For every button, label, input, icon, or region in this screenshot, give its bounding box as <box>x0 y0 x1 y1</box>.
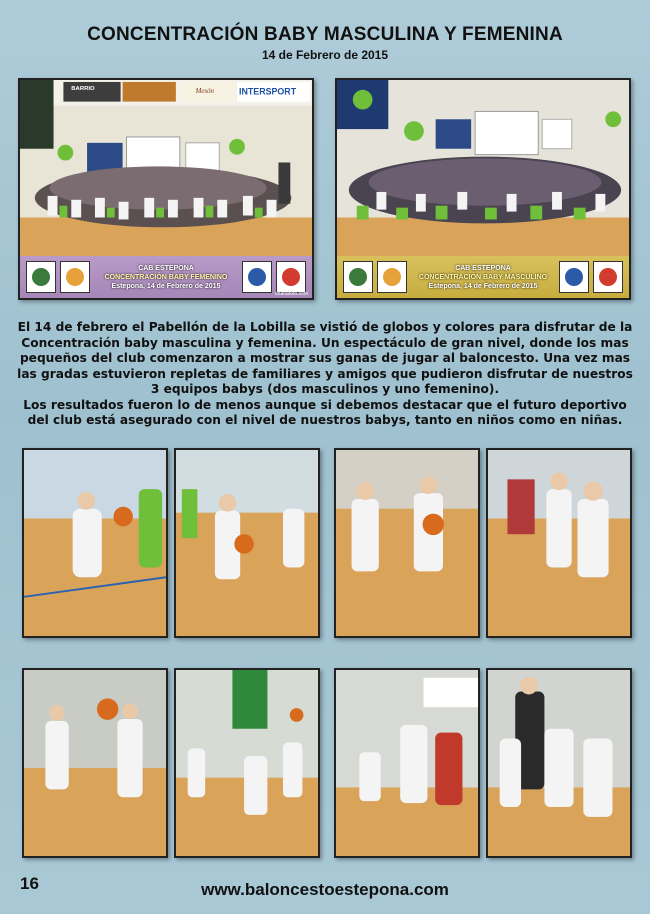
action-photo <box>174 448 320 638</box>
banner-event: CONCENTRACIÓN BABY MASCULINO <box>418 273 548 281</box>
action-photo <box>174 668 320 858</box>
action-photo <box>22 668 168 858</box>
action-photo <box>486 448 632 638</box>
article-paragraph-2: Los resultados fueron lo de menos aunque si debemos destacar que el futuro deportivo del club está asegurado con el nivel de nuestros babys, tanto en niños como en niñas. <box>23 397 627 427</box>
banner-date: Estepona, 14 de Febrero de 2015 <box>428 282 538 290</box>
club-logo <box>343 261 373 293</box>
action-photo <box>22 448 168 638</box>
banner-org: CAB ESTEPONA <box>138 264 194 272</box>
group-photo-female <box>18 78 314 300</box>
banner-event: CONCENTRACIÓN BABY FEMENINO <box>104 273 228 281</box>
page-number: 16 <box>20 874 39 893</box>
banner-female <box>20 256 312 298</box>
banner-male <box>337 256 629 298</box>
page-date: 14 de Febrero de 2015 <box>261 48 389 62</box>
mascot-logo <box>60 261 90 293</box>
club-logo <box>26 261 56 293</box>
action-photo <box>486 668 632 858</box>
sponsor-barrio: BARRIO <box>71 85 95 92</box>
banner-org: CAB ESTEPONA <box>455 264 511 272</box>
action-photo <box>334 668 480 858</box>
photo-credit: ohanafoto.com <box>274 291 308 297</box>
website-link[interactable]: www.baloncestoestepona.com <box>201 880 449 899</box>
banner-date: Estepona, 14 de Febrero de 2015 <box>111 282 221 290</box>
article-body <box>16 320 634 429</box>
mascot-logo <box>377 261 407 293</box>
city-crest-logo <box>559 261 589 293</box>
sponsor-intersport: INTERSPORT <box>239 86 297 97</box>
city-crest-logo <box>242 261 272 293</box>
group-photo-male <box>335 78 631 300</box>
action-photo <box>334 448 480 638</box>
sponsor-meson: Mesón <box>195 87 214 95</box>
sponsor-logo <box>276 261 306 293</box>
article-paragraph-1: El 14 de febrero el Pabellón de la Lobilla se vistió de globos y colores para disfrutar de la Concentración baby masculina y femenina. Un espectáculo de gran nivel, donde los mas pequeños del club comenzaron a mostrar sus ganas de jugar al baloncesto. Una vez mas las gradas estuvieron repletas de familiares y amigos que pudieron disfrutar de nuestros 3 equipos babys (dos masculinos y uno femenino). <box>17 320 633 396</box>
page-title: CONCENTRACIÓN BABY MASCULINA Y FEMENINA <box>87 24 563 45</box>
sponsor-logo <box>593 261 623 293</box>
